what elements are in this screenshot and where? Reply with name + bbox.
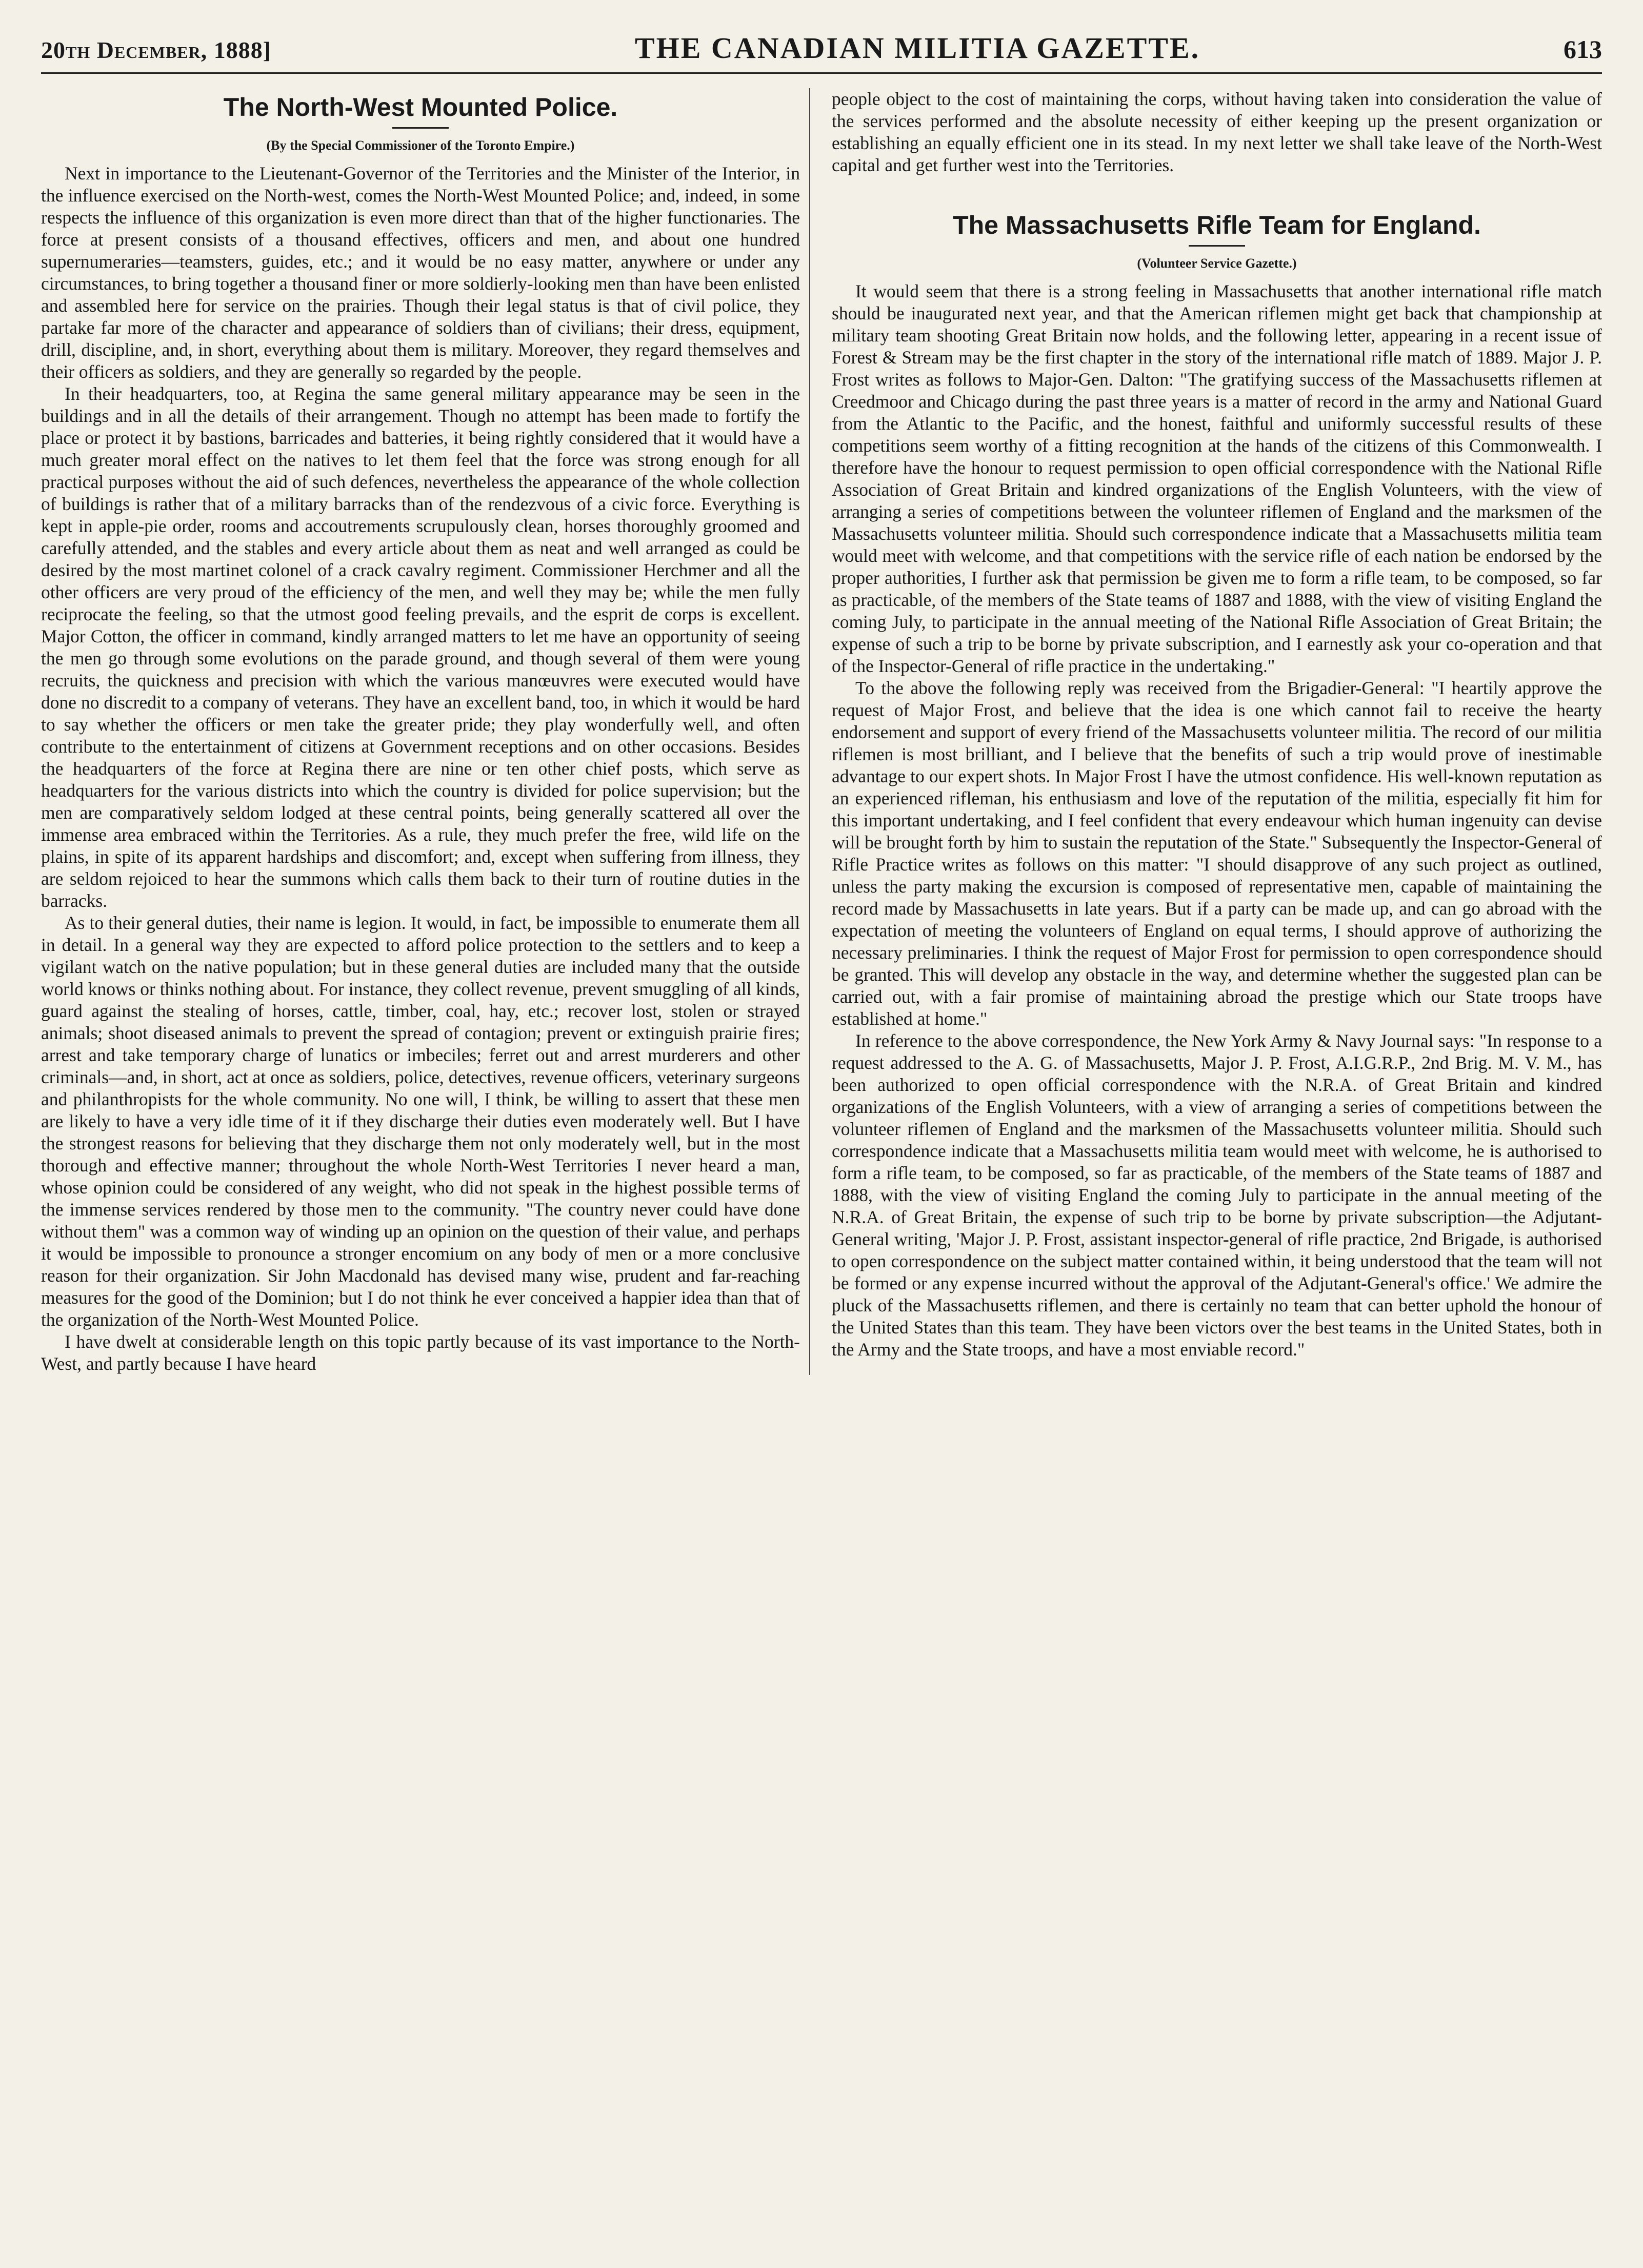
paragraph: In their headquarters, too, at Regina the same general military appearance may be seen in the buildings and in all the details of their arrangement. Though no attempt has been made to fortify the place or protect it by bastions, barricades and batteries, it being rightly considered that it would have a much greater moral effect on the natives to let them feel that the force was strong enough for all practical purposes without the aid of such defences, nevertheless the appearance of the whole collection of buildings is rather that of a military barracks than of the rendezvous of a civic force. Everything is kept in apple-pie order, rooms and accoutrements scrupulously clean, horses thoroughly groomed and carefully attended, and the stables and every article about them as neat and well arranged as could be desired by the most martinet colonel of a crack cavalry regiment. Commissioner Herchmer and all the other officers are very proud of the efficiency of the men, and well they may be; while the men fully reciprocate the feeling, so that the utmost good feeling prevails, and the esprit de corps is excellent. Major Cotton, the officer in command, kindly arranged matters to let me have an opportunity of seeing the men go through some evolutions on the parade ground, and though several of them were young recruits, the quickness and precision with which the various manœuvres were executed would have done no discredit to a company of veterans. They have an excellent band, too, in which it would be hard to say whether the officers or men take the greater pride; they play wonderfully well, and often contribute to the entertainment of citizens at Government receptions and on other occasions. Besides the headquarters of the force at Regina there are nine or ten other chief posts, which serve as headquarters for the various districts into which the country is divided for police supervision; but the men are comparatively seldom lodged at these central points, being generally scattered all over the immense area embraced within the Territories. As a rule, they much prefer the free, wild life on the plains, in spite of its apparent hardships and discomfort; and, except when suffering from illness, they are seldom rejoiced to hear the summons which calls them back to their turn of routine duties in the barracks. — [41, 383, 800, 911]
publication-title: THE CANADIAN MILITIA GAZETTE. — [634, 31, 1200, 65]
title-rule — [392, 127, 449, 129]
paragraph: In reference to the above correspondence, the New York Army & Navy Journal says: "In response to a request addressed to the A. G. of Massachusetts, Major J. P. Frost, A.I.G.R.P., 2nd Brig. M. V. M., has been authorized to open official correspondence with the N.R.A. of Great Britain and kindred organizations of the English Volunteers, with a view of arranging a series of competitions between the volunteer riflemen of England and the marksmen of the Massachusetts volunteer militia. Should such correspondence indicate that a Massachusetts militia team would meet with welcome, he is authorised to form a rifle team, to be composed, so far as practicable, of the members of the State teams of 1887 and 1888, with the view of visiting England the coming July to participate in the annual meeting of the N.R.A. of Great Britain, the expense of such trip to be borne by private subscription—the Adjutant-General writing, 'Major J. P. Frost, assistant inspector-general of rifle practice, 2nd Brigade, is authorised to open correspondence on the subject matter contained within, it being understood that the team will not be formed or any expense incurred without the approval of the Adjutant-General's office.' We admire the pluck of the Massachusetts riflemen, and there is certainly no team that can better uphold the honour of the United States than this team. They have been victors over the best teams in the United States, both in the Army and the State troops, and have a most enviable record." — [832, 1030, 1602, 1360]
paragraph: To the above the following reply was received from the Brigadier-General: "I heartily approve the request of Major Frost, and believe that the idea is one which cannot fail to receive the hearty endorsement and support of every friend of the Massachusetts volunteer militia. The record of our militia riflemen is most brilliant, and I believe that the benefits of such a trip would prove of inestimable advantage to our expert shots. In Major Frost I have the utmost confidence. His well-known reputation as an experienced rifleman, his enthusiasm and love of the reputation of the militia, especially fit him for this important undertaking, and I feel confident that every endeavour which human ingenuity can devise will be brought forth by him to sustain the reputation of the State." Subsequently the Inspector-General of Rifle Practice writes as follows on this matter: "I should disapprove of any such project as outlined, unless the party making the excursion is composed of representative men, capable of maintaining the record made by Massachusetts in late years. But if a party can be made up, and can go abroad with the expectation of meeting the volunteers of England on equal terms, I should approve of authorizing the necessary preliminaries. I think the request of Major Frost for permission to open correspondence should be granted. This will develop any obstacle in the way, and determine whether the suggested plan can be carried out, with a fair promise of maintaining abroad the prestige which our State troops have established at home." — [832, 678, 1602, 1029]
article-spacer — [832, 176, 1602, 206]
article-title-massachusetts-rifle-team: The Massachusetts Rifle Team for England. — [953, 211, 1481, 239]
running-head — [41, 31, 1602, 74]
article-source-volunteer-gazette: (Volunteer Service Gazette.) — [1137, 256, 1297, 271]
article-source-mounted-police: (By the Special Commissioner of the Toronto Empire.) — [266, 138, 575, 153]
paragraph: As to their general duties, their name is legion. It would, in fact, be impossible to enumerate them all in detail. In a general way they are expected to afford police protection to the settlers and to keep a vigilant watch on the native population; but in these general duties are included many that the outside world knows or thinks nothing about. For instance, they collect revenue, prevent smuggling of all kinds, guard against the stealing of horses, cattle, timber, coal, hay, etc.; recover lost, stolen or strayed animals; shoot diseased animals to prevent the spread of contagion; prevent or extinguish prairie fires; arrest and take temporary charge of lunatics or imbeciles; ferret out and arrest murderers and other criminals—and, in short, act at once as soldiers, police, detectives, revenue officers, veterinary surgeons and philanthropists for the whole community. No one will, I think, be willing to assert that these men are likely to have a very idle time of it if they discharge their duties even moderately well. But I have the strongest reasons for believing that they discharge them not only moderately well, but in the most thorough and effective manner; throughout the whole North-West Territories I never heard a man, whose opinion could be considered of any weight, who did not speak in the highest possible terms of the immense services rendered by those men to the community. "The country never could have done without them" was a common way of winding up an opinion on the question of their value, and perhaps it would be impossible to pronounce a stronger encomium on any body of men or a more conclusive reason for their organization. Sir John Macdonald has devised many wise, prudent and far-reaching measures for the good of the Dominion; but I do not think he ever conceived a happier idea than that of the organization of the North-West Mounted Police. — [41, 913, 800, 1330]
title-rule — [1189, 245, 1245, 247]
page-columns — [41, 88, 1602, 1375]
page-number: 613 — [1564, 35, 1602, 64]
paragraph: It would seem that there is a strong feeling in Massachusetts that another international rifle match should be inaugurated next year, and that the American riflemen might get back that championship at military team shooting Great Britain now holds, and the following letter, appearing in a recent issue of Forest & Stream may be the first chapter in the story of the international rifle match of 1889. Major J. P. Frost writes as follows to Major-Gen. Dalton: "The gratifying success of the Massachusetts riflemen at Creedmoor and Chicago during the past three years is a matter of record in the army and National Guard from the Atlantic to the Pacific, and the honest, faithful and uniformly successful results of these competitions seem worthy of a fitting recognition at the hands of the citizens of this Commonwealth. I therefore have the honour to request permission to open official correspondence with the National Rifle Association of Great Britain and kindred organizations of the English Volunteers, with the view of arranging a series of competitions between the volunteer riflemen of England and the marksmen of the Massachusetts volunteer militia. Should such correspondence indicate that a Massachusetts militia team would meet with welcome, and that competitions with the service rifle of each nation be endorsed by the proper authorities, I further ask that permission be given me to form a rifle team, to be composed, so far as practicable, of the members of the State teams of 1887 and 1888, with the view of visiting England the coming July, to participate in the annual meeting of the National Rifle Association of Great Britain; the expense of such a trip to be borne by private subscription, and I earnestly ask your co-operation and that of the Inspector-General of rifle practice in the undertaking." — [832, 281, 1602, 676]
paragraph: Next in importance to the Lieutenant-Governor of the Territories and the Minister of the Interior, in the influence exercised on the North-west, comes the North-West Mounted Police; and, indeed, in some respects the influence of this organization is even more direct than that of the higher functionaries. The force at present consists of a thousand effectives, officers and men, and about one hundred supernumeraries—teamsters, guides, etc.; and it would be no easy matter, anywhere or under any circumstances, to bring together a thousand finer or more soldierly-looking men than have been enlisted and assembled here for service on the prairies. Though their legal status is that of civil police, they partake far more of the character and appearance of soldiers than of civilians; their dress, equipment, drill, discipline, and, in short, everything about them is military. Moreover, they regard themselves and their officers as soldiers, and they are generally so regarded by the people. — [41, 163, 800, 382]
right-column — [828, 88, 1602, 1375]
paragraph-continuation: people object to the cost of maintaining the corps, without having taken into consideration the value of the services performed and the absolute necessity of either keeping up the present organization or establishing an equally efficient one in its stead. In my next letter we shall take leave of the North-West capital and get further west into the Territories. — [832, 89, 1602, 175]
article-title-mounted-police: The North-West Mounted Police. — [223, 93, 618, 121]
left-column — [41, 88, 810, 1375]
paragraph: I have dwelt at considerable length on this topic partly because of its vast importance to the North-West, and partly because I have heard — [41, 1331, 800, 1374]
header-date: 20th December, 1888] — [41, 37, 272, 63]
